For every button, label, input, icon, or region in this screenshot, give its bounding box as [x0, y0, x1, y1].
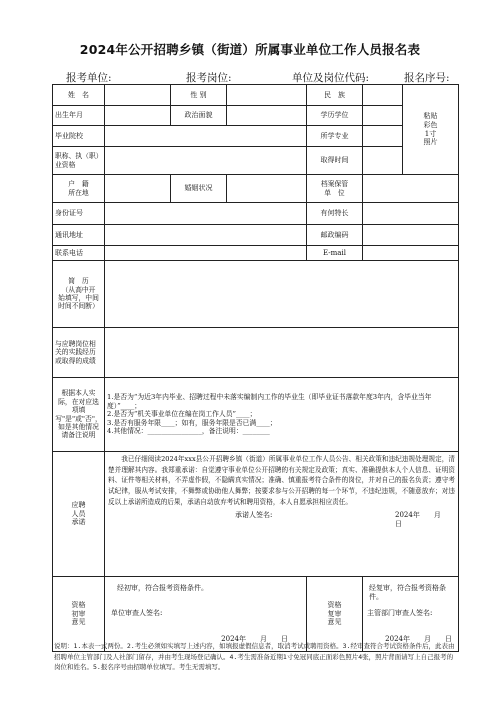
promise-date: 2024年 月 日 [395, 511, 455, 529]
promise-sign-label: 承诺人签名: [235, 511, 273, 520]
situation-line-3: 3.是否有服务年限____；如有，服务年限是否已满____； [107, 418, 277, 427]
ethnicity-label: 民 族 [307, 85, 363, 106]
email-label: E-mail [307, 246, 363, 261]
situation-line-4: 4.其他情况：________________，备注说明：________ [107, 427, 270, 436]
idcard-label: 身份证号 [53, 203, 105, 225]
post-label: 报考岗位: [186, 72, 232, 84]
postcode-label: 邮政编码 [307, 225, 363, 246]
code-label: 单位及岗位代码: [292, 72, 370, 84]
marital-field[interactable] [227, 175, 307, 203]
degree-label: 学历学位 [307, 106, 363, 126]
footer-note: 说明：1.本表一式两份。2.考生必须如实填写上述内容，如填报虚假信息者，取消考试或聘用资格。3.经审查符合考试资格条件后，此表由招聘单位主管部门及人社部门留存，并由考生现场登记确认。4.考生需准备近期1寸免冠同底正面彩色照片4张，照片背面请写上自己报考的岗位和姓名。5.报名序号由招聘单位填写。考生无需填写。 [54, 642, 455, 672]
qualification-field[interactable] [105, 147, 307, 175]
seq-label: 报名序号: [404, 72, 450, 84]
situation-label: 根据本人实际，在对应选项填写"是"或"否"，如是其他情况请备注说明 [53, 378, 105, 452]
page-title: 2024年公开招聘乡镇（街道）所属事业单位工作人员报名表 [79, 42, 421, 57]
idcard-field[interactable] [105, 203, 307, 225]
marital-label: 婚姻状况 [171, 175, 227, 203]
promise-text: 我已仔细阅读2024年xxx县公开招聘乡镇（街道）所属事业单位工作人员公告、相关政策和违纪违规处理规定，清楚并理解其内容。我郑重承诺：自觉遵守事业单位公开招聘的有关规定及政策；真实、准确提供本人个人信息、证明资料、证件等相关材料，不弄虚作假，不隐瞒真实情况；准确、慎重报考符合条件的岗位，并对自己的报名负责；遵守考试纪律，服从考试安排，不舞弊或协助他人舞弊；按要求参与公开招聘的每一个环节，不违纪违规，不随意放弃；对违反以上承诺所造成的后果，承诺自动放弃考试和聘用资格，本人自愿承担相应责任。 [108, 455, 455, 506]
phone-field[interactable] [105, 246, 307, 261]
review1-text: 经初审，符合报考资格条件。 [117, 584, 208, 592]
promise-box [105, 452, 459, 577]
review2-text: 经复审，符合报考资格条件。 [369, 584, 446, 601]
specialty-field[interactable] [363, 203, 459, 225]
review2-signer: 主管部门审查人签名: [367, 609, 433, 617]
photo-hint: 粘贴 彩色 1寸 照片 [423, 112, 438, 147]
archive-field[interactable] [363, 175, 459, 203]
major-label: 所学专业 [307, 126, 363, 147]
postcode-field[interactable] [363, 225, 459, 246]
degree-field[interactable] [363, 106, 403, 126]
review1-date: 2024年 月 日 [221, 635, 288, 643]
situation-line-2: 2.是否为“机关事业单位在编在岗工作人员”____； [107, 410, 257, 419]
politics-label: 政治面貌 [171, 106, 227, 126]
major-field[interactable] [363, 126, 403, 147]
birth-label: 出生年月 [53, 106, 105, 126]
specialty-label: 有何特长 [307, 203, 363, 225]
situation-line-1: 1.是否为“为近3年内毕业、招聘过程中未落实编制内工作的毕业生（即毕业证书落款年度3年内，含毕业当年度）”____； [107, 393, 432, 410]
qual-time-label: 取得时间 [307, 147, 363, 175]
hukou-label: 户 籍 所在地 [53, 175, 105, 203]
school-field[interactable] [105, 126, 307, 147]
politics-field[interactable] [227, 106, 307, 126]
review1-signer: 单位审查人签名: [111, 609, 163, 617]
review1-label: 资格 初审 意见 [53, 577, 105, 652]
unit-label: 报考单位: [66, 72, 112, 84]
photo-box[interactable] [403, 85, 459, 175]
name-field[interactable] [105, 85, 171, 106]
registration-form [52, 84, 459, 652]
address-field[interactable] [105, 225, 307, 246]
practice-field[interactable] [105, 328, 459, 378]
qual-time-field[interactable] [363, 147, 403, 175]
qualification-label: 职称、执（职）业资格 [53, 147, 105, 175]
resume-field[interactable] [105, 261, 459, 328]
archive-label: 档案保管 单 位 [307, 175, 363, 203]
school-label: 毕业院校 [53, 126, 105, 147]
practice-label: 与应聘岗位相关的实践经历或取得的成绩 [53, 328, 105, 378]
hukou-field[interactable] [105, 175, 171, 203]
resume-label: 简 历 （从高中开 始填写，中间 时间不间断） [53, 261, 105, 328]
name-label: 姓 名 [53, 85, 105, 106]
phone-label: 联系电话 [53, 246, 105, 261]
gender-label: 性 别 [171, 85, 227, 106]
review2-date: 2024年 月 日 [385, 635, 452, 643]
gender-field[interactable] [227, 85, 307, 106]
promise-label: 应聘 人员 承诺 [53, 452, 105, 577]
review2-label: 资格 复审 意见 [307, 577, 363, 652]
situation-box[interactable] [105, 378, 459, 452]
ethnicity-field[interactable] [363, 85, 403, 106]
email-field[interactable] [363, 246, 459, 261]
birth-field[interactable] [105, 106, 171, 126]
address-label: 通讯地址 [53, 225, 105, 246]
